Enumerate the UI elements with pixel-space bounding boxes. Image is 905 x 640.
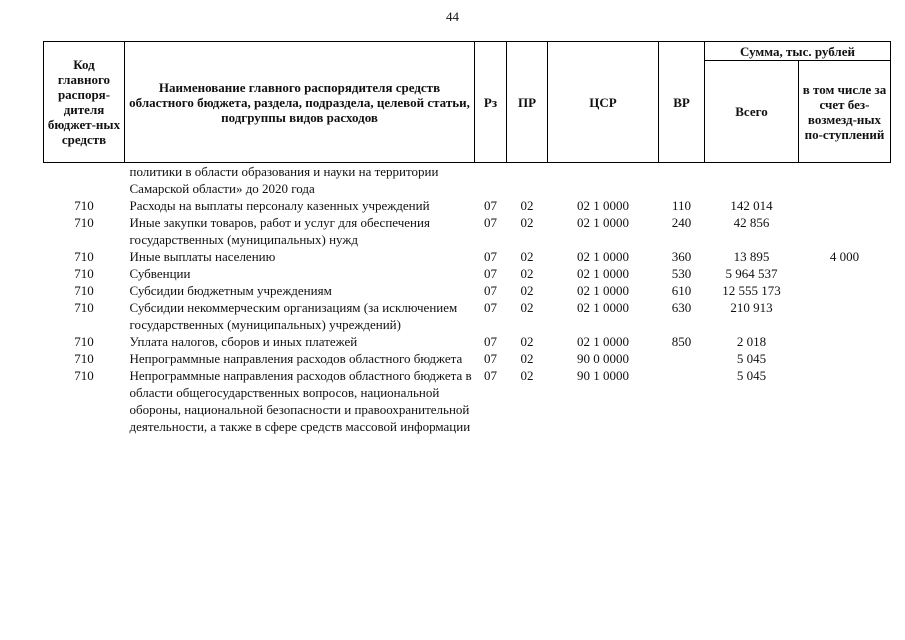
cell-total: 13 895: [733, 249, 770, 264]
cell-pr: 02: [520, 249, 534, 264]
header-total: Всего: [705, 61, 799, 163]
cell-rz: 07: [484, 334, 497, 349]
cell-total: 12 555 173: [722, 283, 781, 298]
cell-name: политики в области образования и науки на территории Самарской области» до 2020 года: [129, 164, 439, 196]
cell-code: 710: [74, 334, 94, 349]
table-row: [44, 367, 891, 435]
header-sum: Сумма, тыс. рублей: [705, 42, 891, 61]
cell-name: Расходы на выплаты персоналу казенных учреждений: [129, 198, 430, 213]
cell-csr: 02 1 0000: [577, 198, 629, 213]
cell-grants: [799, 197, 891, 214]
cell-csr: 90 0 0000: [577, 351, 629, 366]
cell-grants: [799, 265, 891, 282]
cell-csr: 02 1 0000: [577, 266, 629, 281]
cell-csr: [548, 163, 659, 198]
cell-vr: 110: [671, 198, 692, 213]
cell-csr: 02 1 0000: [577, 283, 629, 298]
cell-total: [705, 163, 799, 198]
cell-grants: [799, 367, 891, 435]
cell-rz: 07: [484, 249, 497, 264]
cell-csr: 02 1 0000: [577, 334, 629, 349]
table-row: [44, 163, 891, 198]
cell-code: [44, 163, 125, 198]
cell-code: 710: [74, 351, 94, 366]
cell-name: Непрограммные направления расходов областного бюджета в области общегосударственных вопросов, национальной обороны, национальной безопасности и правоохранительной деятельности, а также в сфере средств массовой информации: [129, 368, 472, 434]
cell-name: Субвенции: [129, 266, 191, 281]
cell-total: 210 913: [730, 300, 773, 315]
cell-grants: [799, 163, 891, 198]
cell-vr: 630: [671, 300, 692, 315]
cell-pr: 02: [520, 283, 534, 298]
cell-grants: 4 000: [829, 249, 860, 264]
cell-total: 2 018: [736, 334, 767, 349]
budget-table: [43, 41, 891, 435]
cell-grants: [799, 214, 891, 248]
cell-pr: 02: [520, 266, 534, 281]
header-rz: Рз: [475, 42, 507, 163]
cell-rz: 07: [484, 198, 497, 213]
cell-vr: 240: [671, 215, 692, 230]
cell-name: Субсидии бюджетным учреждениям: [129, 283, 332, 298]
cell-rz: [475, 163, 507, 198]
cell-name: Уплата налогов, сборов и иных платежей: [129, 334, 358, 349]
cell-code: 710: [74, 249, 94, 264]
cell-rz: 07: [484, 215, 497, 230]
cell-name: Непрограммные направления расходов областного бюджета: [129, 351, 463, 366]
cell-csr: 02 1 0000: [577, 300, 629, 315]
cell-pr: 02: [520, 351, 534, 366]
cell-pr: 02: [520, 215, 534, 230]
cell-code: 710: [74, 198, 94, 213]
cell-name: Иные выплаты населению: [129, 249, 276, 264]
cell-rz: 07: [484, 351, 497, 366]
cell-vr: 610: [671, 283, 692, 298]
cell-grants: [799, 299, 891, 333]
cell-total: 5 964 537: [725, 266, 778, 281]
cell-vr: [659, 350, 705, 367]
cell-vr: 360: [671, 249, 692, 264]
table-row: [44, 350, 891, 367]
cell-total: 5 045: [736, 368, 767, 383]
cell-code: 710: [74, 283, 94, 298]
cell-csr: 90 1 0000: [577, 368, 629, 383]
cell-pr: 02: [520, 368, 534, 383]
header-pr: ПР: [507, 42, 548, 163]
cell-code: 710: [74, 368, 94, 383]
cell-code: 710: [74, 266, 94, 281]
cell-rz: 07: [484, 283, 497, 298]
header-csr: ЦСР: [548, 42, 659, 163]
header-name: Наименование главного распорядителя средств областного бюджета, раздела, подраздела, целевой статьи, подгруппы видов расходов: [125, 42, 475, 163]
table-row: [44, 214, 891, 248]
table-row: [44, 282, 891, 299]
cell-csr: 02 1 0000: [577, 215, 629, 230]
table-row: [44, 333, 891, 350]
cell-total: 42 856: [733, 215, 770, 230]
cell-grants: [799, 282, 891, 299]
header-grants: в том числе за счет без-возмезд-ных по-ступлений: [799, 61, 891, 163]
cell-name: Иные закупки товаров, работ и услуг для обеспечения государственных (муниципальных) нужд: [129, 215, 430, 247]
cell-rz: 07: [484, 368, 497, 383]
cell-vr: [659, 163, 705, 198]
cell-pr: 02: [520, 300, 534, 315]
cell-rz: 07: [484, 266, 497, 281]
cell-grants: [799, 333, 891, 350]
header-code: Код главного распоря-дителя бюджет-ных средств: [44, 42, 125, 163]
cell-vr: 530: [671, 266, 692, 281]
cell-code: 710: [74, 215, 94, 230]
table-row: [44, 197, 891, 214]
cell-vr: 850: [671, 334, 692, 349]
cell-pr: 02: [520, 198, 534, 213]
cell-rz: 07: [484, 300, 497, 315]
cell-pr: 02: [520, 334, 534, 349]
table-body: [44, 163, 891, 436]
table-row: [44, 265, 891, 282]
cell-grants: [799, 350, 891, 367]
page-number: 44: [446, 9, 459, 24]
cell-csr: 02 1 0000: [577, 249, 629, 264]
cell-total: 142 014: [730, 198, 773, 213]
cell-code: 710: [74, 300, 94, 315]
header-vr: ВР: [659, 42, 705, 163]
table-row: [44, 248, 891, 265]
cell-vr: [659, 367, 705, 435]
cell-name: Субсидии некоммерческим организациям (за исключением государственных (муниципальных) учреждений): [129, 300, 458, 332]
table-row: [44, 299, 891, 333]
cell-pr: [507, 163, 548, 198]
cell-total: 5 045: [736, 351, 767, 366]
